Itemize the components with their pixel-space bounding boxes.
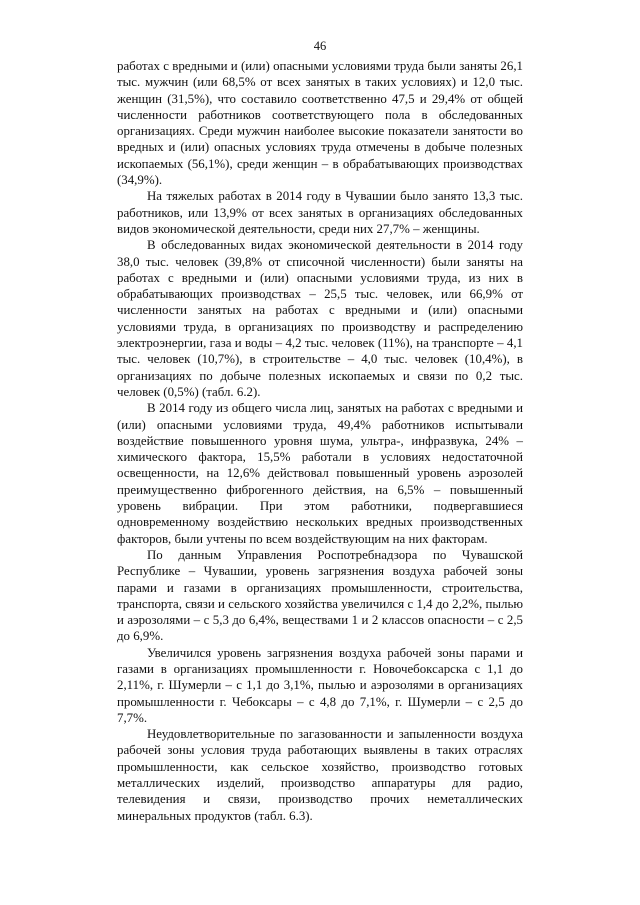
page-number: 46	[313, 39, 327, 53]
paragraph: В обследованных видах экономической деятельности в 2014 году 38,0 тыс. человек (39,8% от списочной численности) были заняты на работах с вредными и (или) опасными условиями труда, из них в обрабатывающих производствах – 25,5 тыс. человек, или 66,9% от численности занятых на работах с вредными и (или) опасными условиями труда, в организациях по производству и распределению электроэнергии, газа и воды – 4,2 тыс. человек (11%), на транспорте – 4,1 тыс. человек (10,7%), в строительстве – 4,0 тыс. человек (10,4%), в организациях по добыче полезных ископаемых и связи по 0,2 тыс. человек (0,5%) (табл. 6.2).	[117, 238, 523, 399]
paragraph: Неудовлетворительные по загазованности и запыленности воздуха рабочей зоны условия труда работающих выявлены в таких отраслях промышленности, как сельское хозяйство, производство готовых металлических изделий, производство аппаратуры для радио, телевидения и связи, производство прочих неметаллических минеральных продуктов (табл. 6.3).	[117, 727, 523, 823]
paragraph: На тяжелых работах в 2014 году в Чувашии было занято 13,3 тыс. работников, или 13,9% от всех занятых в организациях обследованных видов экономической деятельности, среди них 27,7% – женщины.	[117, 189, 523, 236]
body-text	[117, 58, 523, 824]
paragraph: Увеличился уровень загрязнения воздуха рабочей зоны парами и газами в организациях промышленности г. Новочебоксарска с 1,1 до 2,11%, г. Шумерли – с 1,1 до 3,1%, пылью и аэрозолями в организациях промышленности г. Чебоксары – с 4,8 до 7,1%, г. Шумерли – с 2,5 до 7,7%.	[117, 645, 523, 725]
paragraph-continuation: работах с вредными и (или) опасными условиями труда были заняты 26,1 тыс. мужчин (или 68,5% от всех занятых в таких условиях) и 12,0 тыс. женщин (31,5%), что составило соответственно 47,5 и 29,4% от общей численности работников соответствующего пола в обследованных организациях. Среди мужчин наиболее высокие показатели занятости во вредных и (или) опасных условиях труда отмечены в добыче полезных ископаемых (56,1%), среди женщин – в обрабатывающих производствах (34,9%).	[117, 59, 523, 188]
paragraph: В 2014 году из общего числа лиц, занятых на работах с вредными и (или) опасными условиями труда, 49,4% работников испытывали воздействие повышенного уровня шума, ультра-, инфразвука, 24% – химического фактора, 15,5% работали в условиях недостаточной освещенности, на 12,6% действовал повышенный уровень аэрозолей преимущественно фиброгенного действия, на 6,5% – повышенный уровень вибрации. При этом работники, подвергавшиеся одновременному воздействию нескольких вредных производственных факторов, были учтены по всем воздействующим на них факторам.	[117, 401, 523, 546]
paragraph: По данным Управления Роспотребнадзора по Чувашской Республике – Чувашии, уровень загрязнения воздуха рабочей зоны парами и газами в организациях промышленности, строительства, транспорта, связи и сельского хозяйства увеличился с 1,4 до 2,2%, пылью и аэрозолями – с 5,3 до 6,4%, веществами 1 и 2 классов опасности – с 2,5 до 6,9%.	[117, 547, 523, 644]
